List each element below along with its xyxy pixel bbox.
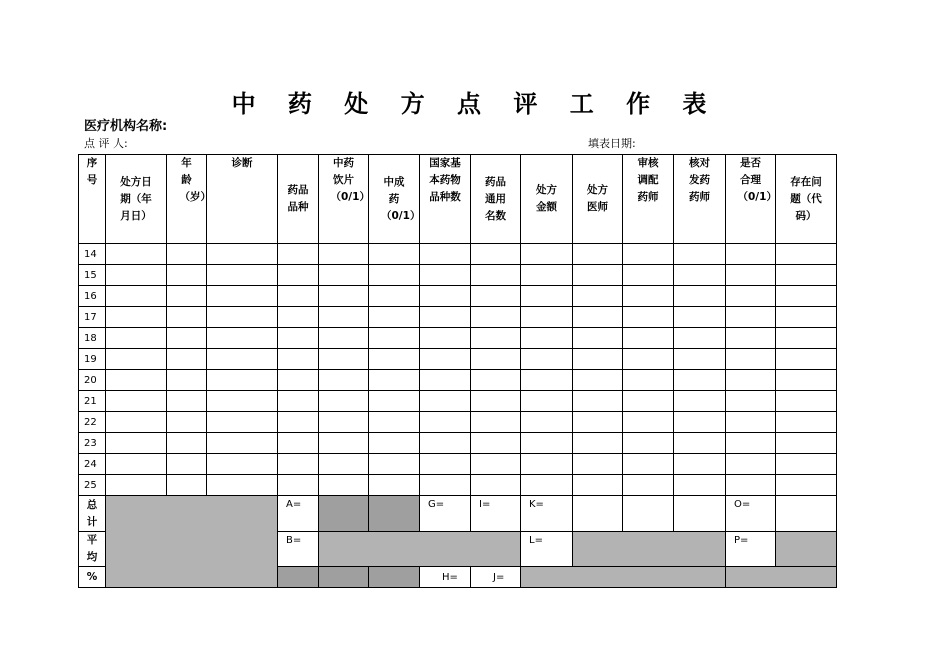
header-diagnosis: 诊断 <box>207 155 278 244</box>
table-cell[interactable] <box>167 286 207 307</box>
table-cell[interactable] <box>471 349 521 370</box>
table-row <box>79 349 837 370</box>
table-cell[interactable] <box>420 307 471 328</box>
table-cell[interactable] <box>623 307 674 328</box>
table-row <box>79 244 837 265</box>
table-cell[interactable] <box>369 328 420 349</box>
header-row <box>79 155 837 244</box>
table-cell[interactable] <box>420 454 471 475</box>
header-date: 处方日期（年月日） <box>106 155 167 244</box>
reviewer-label: 点 评 人: <box>84 137 128 150</box>
table-row <box>79 475 837 496</box>
table-cell[interactable] <box>573 244 623 265</box>
table-cell[interactable] <box>776 286 837 307</box>
table-cell[interactable] <box>674 370 726 391</box>
table-cell[interactable] <box>623 433 674 454</box>
table-cell[interactable] <box>573 433 623 454</box>
table-cell[interactable] <box>167 391 207 412</box>
table-cell[interactable] <box>776 433 837 454</box>
blank-cell <box>674 496 726 532</box>
review-table <box>78 154 837 588</box>
table-cell[interactable] <box>319 265 369 286</box>
table-cell[interactable] <box>369 244 420 265</box>
percent-label: % <box>79 567 106 588</box>
header-review-pharmacist: 审核调配药师 <box>623 155 674 244</box>
table-cell[interactable] <box>369 454 420 475</box>
table-cell[interactable] <box>471 244 521 265</box>
row-number: 15 <box>79 265 106 286</box>
table-cell[interactable] <box>674 244 726 265</box>
table-cell[interactable] <box>674 391 726 412</box>
table-cell[interactable] <box>106 286 167 307</box>
table-cell[interactable] <box>776 391 837 412</box>
table-cell[interactable] <box>369 391 420 412</box>
table-cell[interactable] <box>776 307 837 328</box>
table-cell[interactable] <box>207 349 278 370</box>
table-cell[interactable] <box>369 265 420 286</box>
table-cell[interactable] <box>420 265 471 286</box>
table-cell[interactable] <box>106 244 167 265</box>
gray-cell <box>319 567 369 588</box>
table-cell[interactable] <box>369 412 420 433</box>
fill-date-label: 填表日期: <box>588 137 636 150</box>
table-cell[interactable] <box>726 349 776 370</box>
table-cell[interactable] <box>776 265 837 286</box>
table-cell[interactable] <box>623 454 674 475</box>
blank-cell <box>573 496 623 532</box>
table-cell[interactable] <box>106 433 167 454</box>
table-cell[interactable] <box>674 412 726 433</box>
table-cell[interactable] <box>278 370 319 391</box>
table-cell[interactable] <box>726 391 776 412</box>
code-b: B= <box>278 532 319 567</box>
table-cell[interactable] <box>207 286 278 307</box>
table-cell[interactable] <box>674 328 726 349</box>
table-cell[interactable] <box>207 454 278 475</box>
table-cell[interactable] <box>106 328 167 349</box>
header-reasonable: 是否合理（0/1） <box>726 155 776 244</box>
row-number: 14 <box>79 244 106 265</box>
header-generic-names: 药品通用名数 <box>471 155 521 244</box>
table-cell[interactable] <box>726 454 776 475</box>
org-name-label: 医疗机构名称: <box>84 119 168 134</box>
gray-cell <box>573 532 726 567</box>
table-cell[interactable] <box>623 349 674 370</box>
table-cell[interactable] <box>776 412 837 433</box>
table-cell[interactable] <box>471 391 521 412</box>
table-cell[interactable] <box>521 412 573 433</box>
table-cell[interactable] <box>278 286 319 307</box>
table-cell[interactable] <box>521 349 573 370</box>
table-cell[interactable] <box>167 370 207 391</box>
code-l: L= <box>521 532 573 567</box>
table-cell[interactable] <box>726 412 776 433</box>
table-cell[interactable] <box>369 370 420 391</box>
code-g: G= <box>420 496 471 532</box>
table-cell[interactable] <box>167 265 207 286</box>
table-cell[interactable] <box>319 391 369 412</box>
table-cell[interactable] <box>726 265 776 286</box>
table-cell[interactable] <box>776 349 837 370</box>
header-seq: 序号 <box>79 155 106 244</box>
table-cell[interactable] <box>776 475 837 496</box>
table-cell[interactable] <box>623 370 674 391</box>
table-cell[interactable] <box>319 286 369 307</box>
table-row <box>79 265 837 286</box>
table-row <box>79 328 837 349</box>
row-number: 24 <box>79 454 106 475</box>
table-cell[interactable] <box>319 349 369 370</box>
gray-block <box>106 496 278 588</box>
row-number: 25 <box>79 475 106 496</box>
table-cell[interactable] <box>471 265 521 286</box>
table-cell[interactable] <box>471 475 521 496</box>
table-cell[interactable] <box>726 370 776 391</box>
table-cell[interactable] <box>207 412 278 433</box>
table-cell[interactable] <box>106 391 167 412</box>
table-cell[interactable] <box>471 454 521 475</box>
table-cell[interactable] <box>623 391 674 412</box>
table-cell[interactable] <box>573 475 623 496</box>
table-cell[interactable] <box>674 475 726 496</box>
table-cell[interactable] <box>207 391 278 412</box>
header-essential-drugs: 国家基本药物品种数 <box>420 155 471 244</box>
table-cell[interactable] <box>573 286 623 307</box>
table-row <box>79 412 837 433</box>
table-cell[interactable] <box>278 328 319 349</box>
table-cell[interactable] <box>106 475 167 496</box>
table-cell[interactable] <box>726 286 776 307</box>
gray-cell <box>726 567 837 588</box>
table-cell[interactable] <box>573 370 623 391</box>
table-cell[interactable] <box>167 349 207 370</box>
table-cell[interactable] <box>278 307 319 328</box>
table-cell[interactable] <box>776 370 837 391</box>
table-cell[interactable] <box>420 391 471 412</box>
table-cell[interactable] <box>573 391 623 412</box>
table-cell[interactable] <box>573 349 623 370</box>
row-number: 17 <box>79 307 106 328</box>
gray-cell <box>278 567 319 588</box>
table-cell[interactable] <box>776 454 837 475</box>
code-i: I= <box>471 496 521 532</box>
row-number: 16 <box>79 286 106 307</box>
table-cell[interactable] <box>726 328 776 349</box>
table-cell[interactable] <box>471 307 521 328</box>
table-row <box>79 307 837 328</box>
table-cell[interactable] <box>167 433 207 454</box>
table-cell[interactable] <box>278 475 319 496</box>
table-cell[interactable] <box>521 328 573 349</box>
table-cell[interactable] <box>106 412 167 433</box>
table-cell[interactable] <box>167 454 207 475</box>
table-cell[interactable] <box>726 244 776 265</box>
table-cell[interactable] <box>278 349 319 370</box>
code-a: A= <box>278 496 319 532</box>
row-number: 22 <box>79 412 106 433</box>
table-cell[interactable] <box>471 328 521 349</box>
table-cell[interactable] <box>623 286 674 307</box>
table-cell[interactable] <box>521 370 573 391</box>
row-number: 21 <box>79 391 106 412</box>
table-cell[interactable] <box>319 475 369 496</box>
table-cell[interactable] <box>521 391 573 412</box>
table-cell[interactable] <box>319 433 369 454</box>
table-cell[interactable] <box>521 244 573 265</box>
table-cell[interactable] <box>420 328 471 349</box>
table-cell[interactable] <box>623 244 674 265</box>
table-cell[interactable] <box>674 307 726 328</box>
table-cell[interactable] <box>106 265 167 286</box>
table-cell[interactable] <box>471 286 521 307</box>
table-cell[interactable] <box>369 475 420 496</box>
gray-cell <box>369 567 420 588</box>
table-cell[interactable] <box>278 412 319 433</box>
row-number: 20 <box>79 370 106 391</box>
code-h: H= <box>420 567 471 588</box>
table-cell[interactable] <box>726 307 776 328</box>
table-cell[interactable] <box>369 349 420 370</box>
table-cell[interactable] <box>573 454 623 475</box>
table-cell[interactable] <box>420 475 471 496</box>
table-row <box>79 433 837 454</box>
table-cell[interactable] <box>776 328 837 349</box>
table-cell[interactable] <box>207 475 278 496</box>
page-title: 中 药 处 方 点 评 工 作 表 <box>231 90 719 118</box>
blank-cell <box>623 496 674 532</box>
table-cell[interactable] <box>623 328 674 349</box>
table-cell[interactable] <box>420 412 471 433</box>
code-p: P= <box>726 532 776 567</box>
table-cell[interactable] <box>521 265 573 286</box>
table-cell[interactable] <box>207 433 278 454</box>
table-cell[interactable] <box>319 307 369 328</box>
table-cell[interactable] <box>623 265 674 286</box>
table-cell[interactable] <box>106 454 167 475</box>
table-cell[interactable] <box>278 391 319 412</box>
code-j: J= <box>471 567 521 588</box>
table-cell[interactable] <box>369 307 420 328</box>
header-drug-types: 药品品种 <box>278 155 319 244</box>
total-row <box>79 496 837 532</box>
header-doctor: 处方医师 <box>573 155 623 244</box>
table-cell[interactable] <box>521 307 573 328</box>
table-row <box>79 454 837 475</box>
header-patent-med: 中成药（0/1） <box>369 155 420 244</box>
table-row <box>79 391 837 412</box>
table-cell[interactable] <box>623 412 674 433</box>
gray-cell <box>369 496 420 532</box>
table-cell[interactable] <box>278 454 319 475</box>
table-cell[interactable] <box>106 349 167 370</box>
table-cell[interactable] <box>674 454 726 475</box>
header-amount: 处方金额 <box>521 155 573 244</box>
table-cell[interactable] <box>674 265 726 286</box>
gray-cell <box>319 532 521 567</box>
table-cell[interactable] <box>471 370 521 391</box>
table-cell[interactable] <box>521 286 573 307</box>
table-cell[interactable] <box>319 454 369 475</box>
table-cell[interactable] <box>573 265 623 286</box>
table-cell[interactable] <box>420 244 471 265</box>
table-cell[interactable] <box>167 328 207 349</box>
gray-cell <box>776 532 837 567</box>
table-cell[interactable] <box>420 286 471 307</box>
table-cell[interactable] <box>521 475 573 496</box>
table-cell[interactable] <box>521 433 573 454</box>
table-cell[interactable] <box>278 244 319 265</box>
table-cell[interactable] <box>674 433 726 454</box>
table-cell[interactable] <box>369 433 420 454</box>
row-number: 23 <box>79 433 106 454</box>
header-herbal-pieces: 中药饮片（0/1） <box>319 155 369 244</box>
table-cell[interactable] <box>726 475 776 496</box>
table-cell[interactable] <box>278 265 319 286</box>
table-cell[interactable] <box>420 349 471 370</box>
table-cell[interactable] <box>573 307 623 328</box>
row-number: 18 <box>79 328 106 349</box>
table-cell[interactable] <box>167 475 207 496</box>
code-o: O= <box>726 496 776 532</box>
table-cell[interactable] <box>471 412 521 433</box>
table-cell[interactable] <box>319 244 369 265</box>
gray-cell <box>521 567 726 588</box>
table-cell[interactable] <box>167 412 207 433</box>
table-cell[interactable] <box>471 433 521 454</box>
gray-cell <box>319 496 369 532</box>
table-cell[interactable] <box>207 244 278 265</box>
table-cell[interactable] <box>573 328 623 349</box>
table-cell[interactable] <box>207 328 278 349</box>
table-cell[interactable] <box>726 433 776 454</box>
table-cell[interactable] <box>167 307 207 328</box>
table-cell[interactable] <box>106 370 167 391</box>
table-cell[interactable] <box>369 286 420 307</box>
header-problems: 存在问题（代码） <box>776 155 837 244</box>
average-label: 平均 <box>79 532 106 567</box>
table-cell[interactable] <box>319 370 369 391</box>
table-cell[interactable] <box>278 433 319 454</box>
header-age: 年龄（岁） <box>167 155 207 244</box>
table-cell[interactable] <box>521 454 573 475</box>
table-row <box>79 286 837 307</box>
table-cell[interactable] <box>319 328 369 349</box>
table-cell[interactable] <box>420 370 471 391</box>
table-cell[interactable] <box>167 244 207 265</box>
table-cell[interactable] <box>420 433 471 454</box>
table-cell[interactable] <box>106 307 167 328</box>
table-cell[interactable] <box>674 349 726 370</box>
table-cell[interactable] <box>573 412 623 433</box>
table-cell[interactable] <box>207 265 278 286</box>
total-label: 总计 <box>79 496 106 532</box>
row-number: 19 <box>79 349 106 370</box>
header-dispense-pharmacist: 核对发药药师 <box>674 155 726 244</box>
table-cell[interactable] <box>623 475 674 496</box>
table-cell[interactable] <box>776 244 837 265</box>
table-cell[interactable] <box>207 307 278 328</box>
blank-cell <box>776 496 837 532</box>
table-cell[interactable] <box>674 286 726 307</box>
table-row <box>79 370 837 391</box>
code-k: K= <box>521 496 573 532</box>
table-cell[interactable] <box>207 370 278 391</box>
table-cell[interactable] <box>319 412 369 433</box>
